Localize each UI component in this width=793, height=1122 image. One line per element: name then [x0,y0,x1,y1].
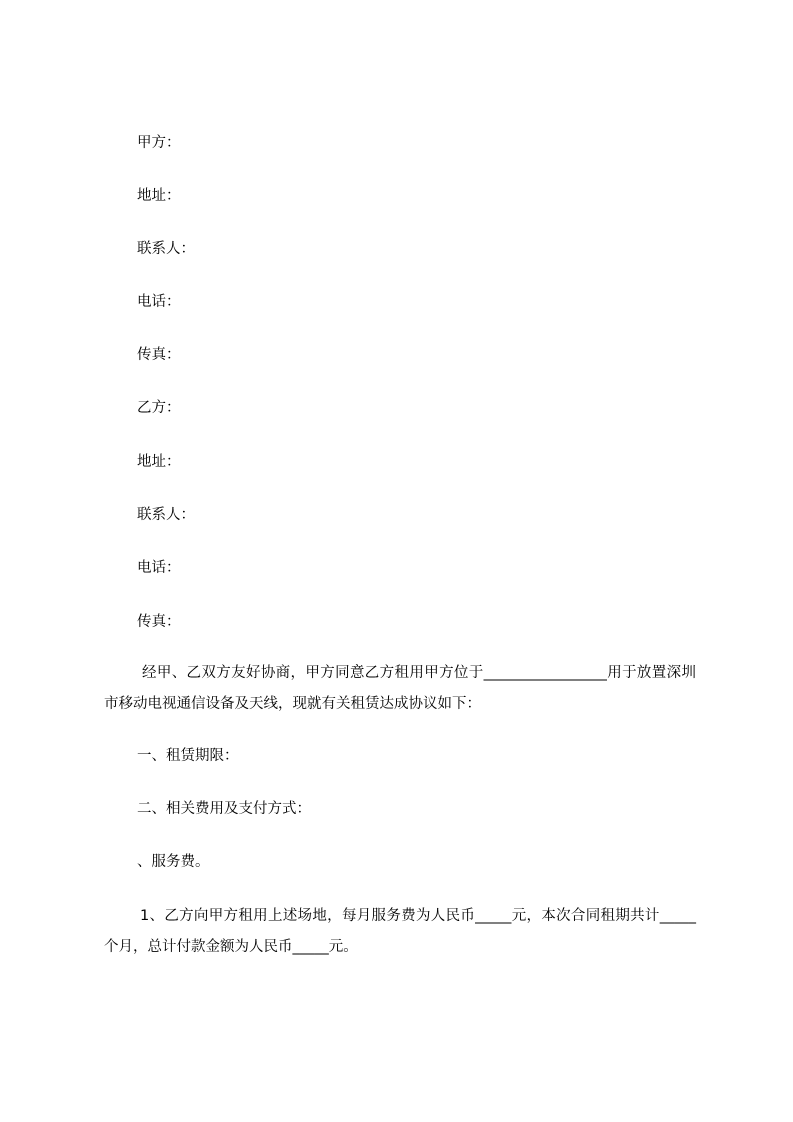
party-a-fax-label: 传真： [137,347,181,363]
party-a-title: 甲方： [137,135,181,151]
section-service-fee: 、服务费。 [137,854,210,870]
party-b-title: 乙方： [137,400,181,416]
party-b-contact-label: 联系人： [137,507,195,523]
party-b-phone-label: 电话： [137,560,181,576]
party-a-address-label: 地址： [137,188,181,204]
party-b-fax-label: 传真： [137,614,181,630]
section-lease-term: 一、租赁期限： [137,748,239,764]
clause-1-paragraph: 1、乙方向甲方租用上述场地，每月服务费为人民币_____元，本次合同租期共计_____个月，总计付款金额为人民币_____元。 [104,908,696,955]
section-fees-and-payment: 二、相关费用及支付方式： [137,801,311,817]
intro-paragraph: 经甲、乙双方友好协商，甲方同意乙方租用甲方位于_________________用于放置深圳市移动电视通信设备及天线，现就有关租赁达成协议如下： [104,665,696,712]
party-a-contact-label: 联系人： [137,241,195,257]
party-a-phone-label: 电话： [137,294,181,310]
party-b-address-label: 地址： [137,454,181,470]
